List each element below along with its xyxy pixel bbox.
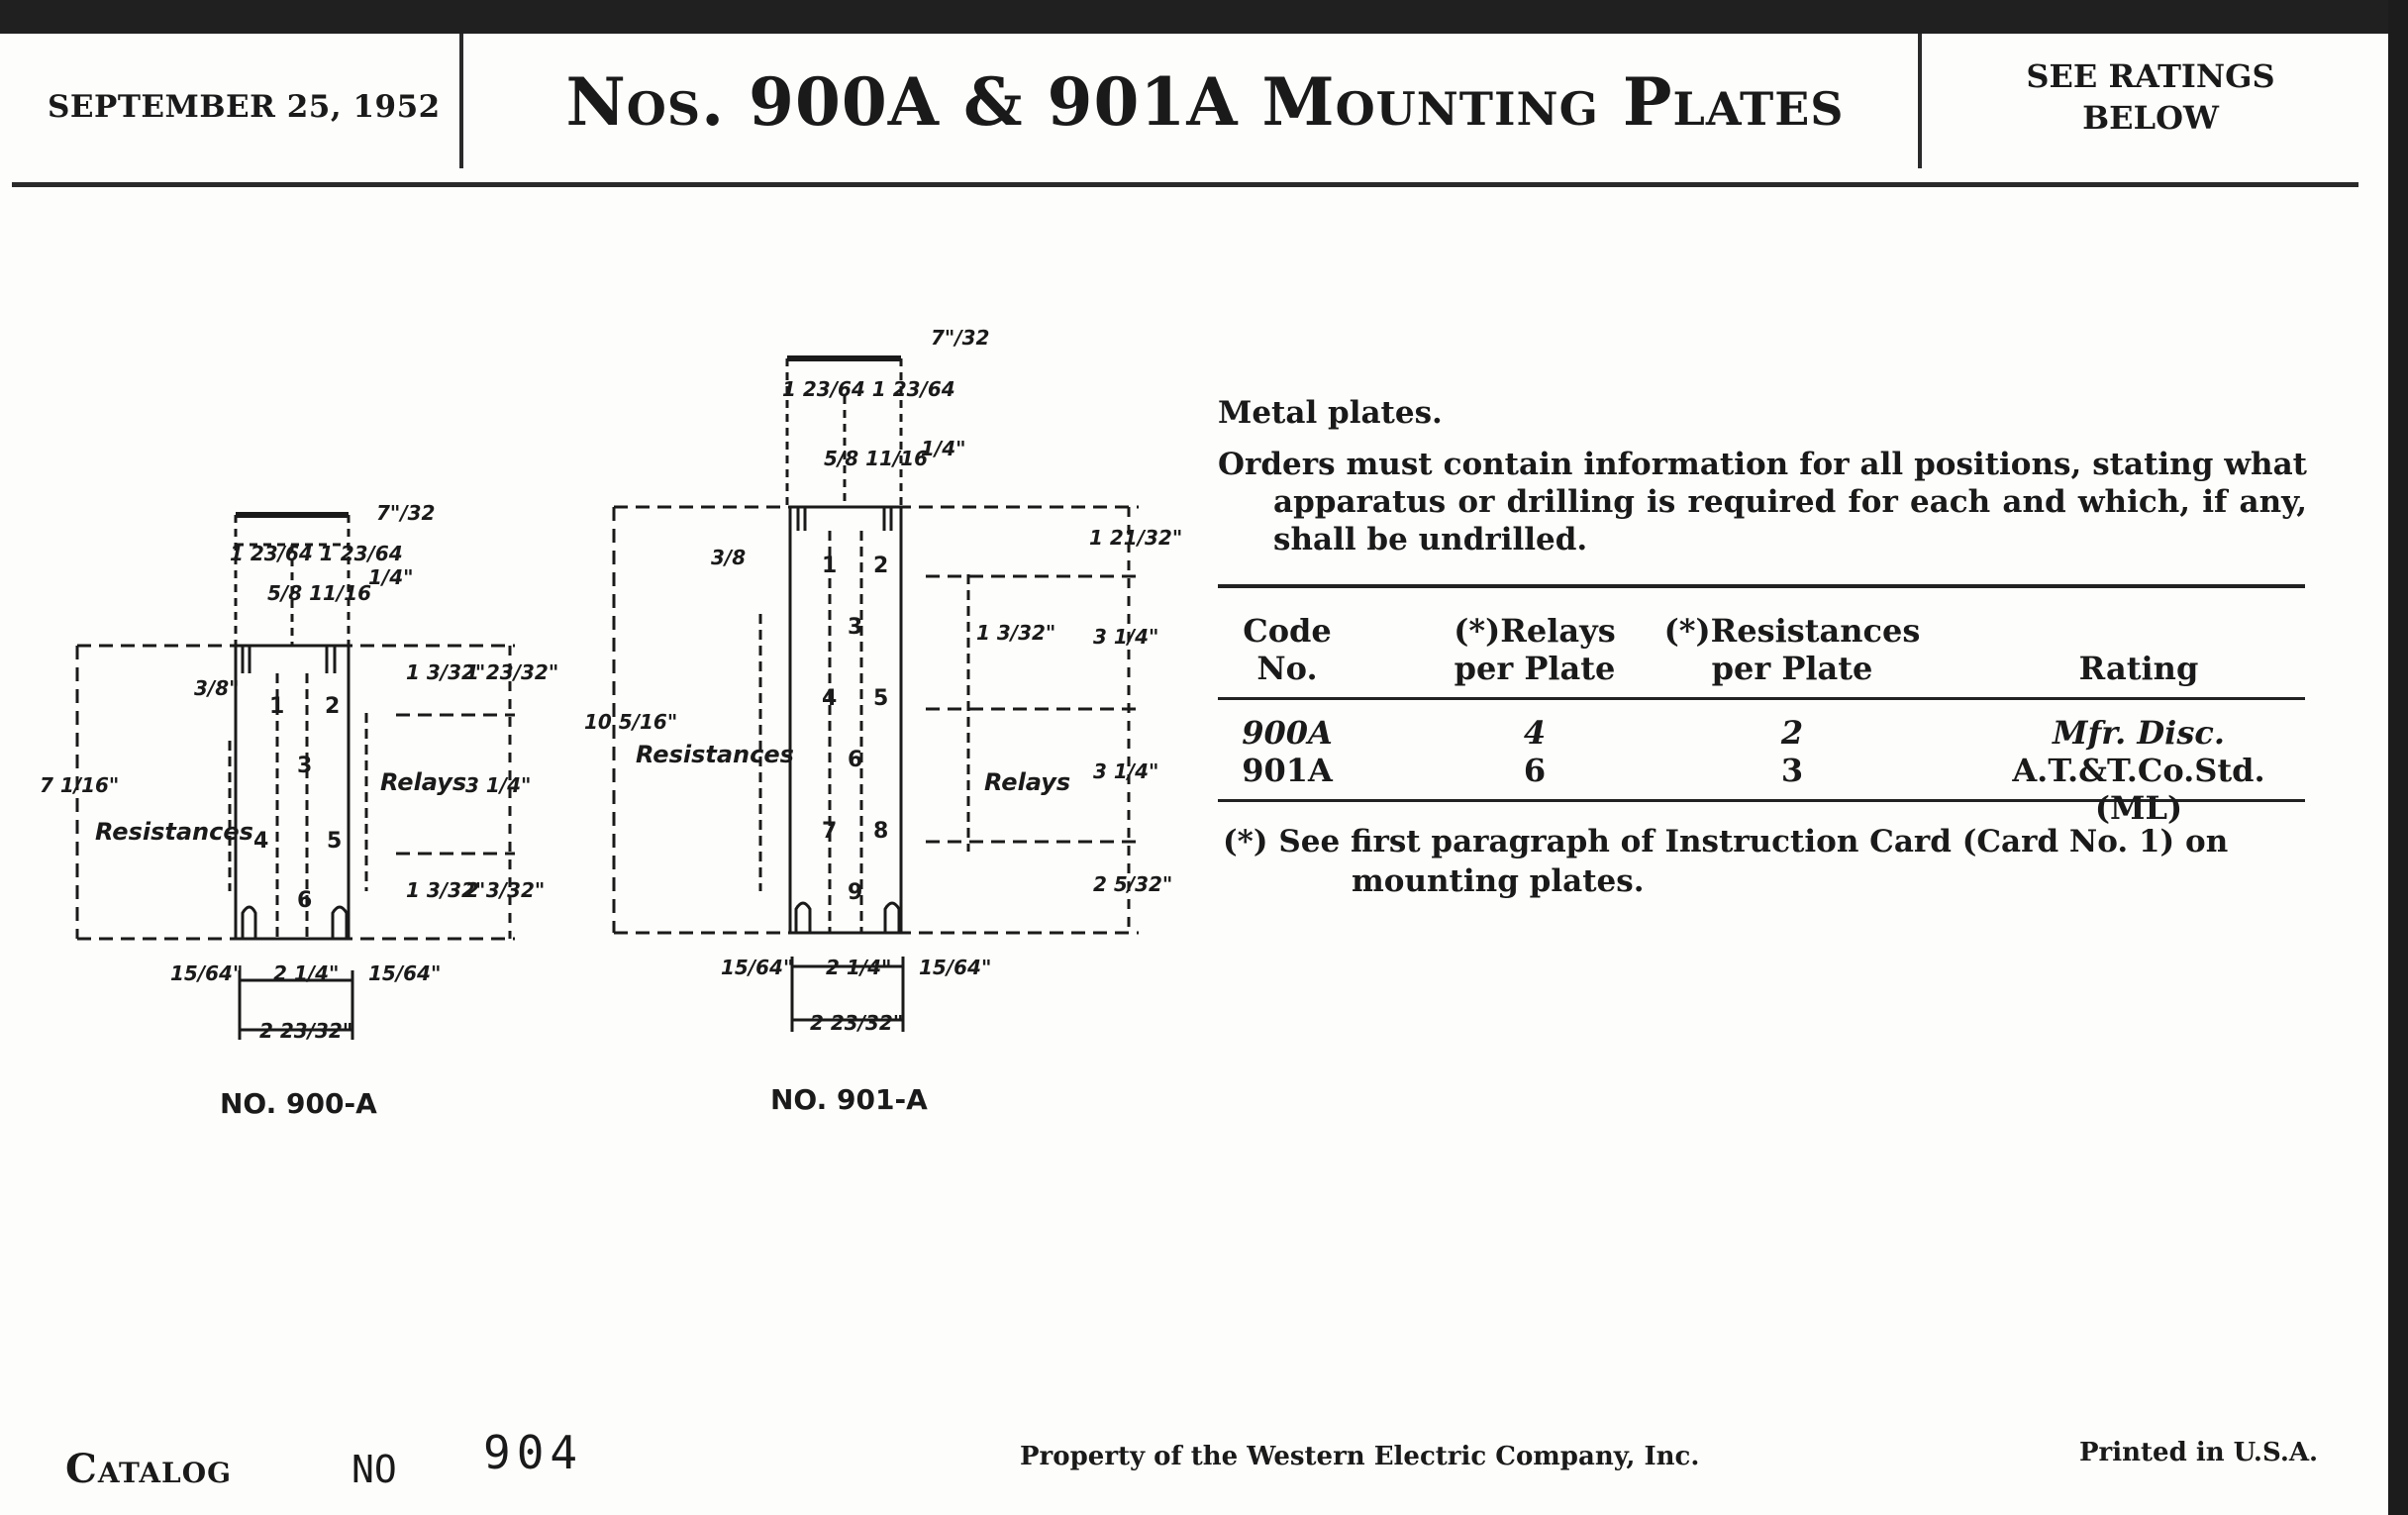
p901-dim-edge-right: 15/64": [919, 956, 992, 979]
col-resistances-line2: per Plate: [1711, 650, 1873, 687]
p900-dim-edge-left: 15/64": [170, 961, 244, 985]
p901-label-relays: Relays: [984, 768, 1071, 796]
p900-dim-bottom-width: 2 23/32": [259, 1019, 353, 1043]
p900-pos-6: 6: [297, 888, 313, 913]
cell-resistances: 2: [1780, 714, 1804, 752]
p900-pos-2: 2: [325, 694, 341, 719]
footer-printed: Printed in U.S.A.: [2079, 1438, 2319, 1467]
p900-dim-notch: 3/8": [194, 676, 240, 700]
p901-dim-slot: 5/8 11/16: [824, 447, 929, 470]
table-body: [1218, 700, 2305, 827]
p901-pos-8: 8: [873, 819, 889, 844]
p900-dim-edge-right: 15/64": [368, 961, 442, 985]
p901-pos-4: 4: [822, 686, 838, 711]
footnote: [1223, 822, 2302, 901]
cell-rating: Mfr. Disc.: [2053, 714, 2225, 752]
cell-rating: A.T.&T.Co.Std. (ML): [2012, 752, 2265, 827]
p901-dim-edge-left: 15/64": [721, 956, 794, 979]
col-resistances-header: [1644, 612, 1941, 687]
table-row: [1218, 714, 2305, 754]
p901-dim-center: 2 1/4": [826, 956, 892, 979]
p900-dim-quarter: 1/4": [368, 565, 414, 589]
p901-dim-width-upper: 1 23/64 1 23/64: [782, 377, 955, 401]
p901-dim-pitch1: 3 1/4": [1093, 625, 1159, 649]
p900-label-resistances: Resistances: [95, 818, 253, 846]
ratings-line-1: SEE RATINGS: [2026, 57, 2275, 95]
p901-dim-notch: 3/8: [711, 546, 747, 569]
footnote-line-2: mounting plates.: [1352, 863, 1645, 899]
cell-relays: 4: [1523, 714, 1547, 752]
p901-dim-pitch2: 3 1/4": [1093, 759, 1159, 783]
ratings-line-2: BELOW: [2082, 99, 2219, 137]
header-divider-left: [459, 34, 463, 168]
p900-pos-1: 1: [269, 694, 285, 719]
caption-901a: NO. 901-A: [770, 1083, 928, 1116]
p901-label-resistances: Resistances: [636, 741, 794, 768]
p901-dim-top-gap: 1 21/32": [1089, 526, 1183, 550]
col-resistances-line1: (*)Resistances: [1663, 612, 1921, 650]
col-relays-header: [1426, 612, 1644, 687]
p900-label-relays: Relays: [380, 768, 467, 796]
p900-dim-relay-gap1: 1 3/32": [406, 660, 486, 684]
p901-pos-6: 6: [848, 748, 863, 772]
p901-dim-overall-height: 10 5/16": [584, 710, 678, 734]
footer-catalog-number: 904: [483, 1426, 584, 1479]
footnote-line-1: (*) See first paragraph of Instruction Card (Card No. 1) on: [1223, 824, 2229, 859]
card-header: [12, 34, 2358, 187]
p901-pos-3: 3: [848, 615, 863, 640]
col-relays-line1: (*)Relays: [1454, 612, 1616, 650]
p901-pos-7: 7: [822, 819, 838, 844]
header-ratings-note: [1943, 55, 2358, 139]
p900-dim-center: 2 1/4": [273, 961, 340, 985]
cell-relays: 6: [1523, 752, 1547, 789]
orders-text: Orders must contain information for all positions, stating what apparatus or drilling is required for each and which, if any, shall be undrilled.: [1218, 447, 2307, 557]
p900-dim-relay-gap2: 1 3/32": [406, 878, 486, 902]
col-relays-line2: per Plate: [1454, 650, 1616, 687]
p900-dim-pitch: 3 1/4": [465, 773, 532, 797]
p900-pos-5: 5: [327, 829, 343, 854]
cell-resistances: 3: [1780, 752, 1804, 789]
col-code-header: [1218, 612, 1356, 687]
p901-pos-2: 2: [873, 554, 889, 578]
table-row: [1218, 752, 2305, 827]
drawing-svg: [0, 297, 1188, 1168]
p900-dim-width-upper: 1 23/64 1 23/64: [230, 542, 403, 565]
p901-pos-5: 5: [873, 686, 889, 711]
p901-dim-relay-gap: 1 3/32": [976, 621, 1056, 645]
cell-code: 901A: [1242, 752, 1333, 789]
p900-pos-3: 3: [297, 754, 313, 778]
p901-pos-1: 1: [822, 554, 838, 578]
mounting-plate-drawings: [0, 297, 1188, 1168]
caption-900a: NO. 900-A: [220, 1087, 377, 1120]
p900-dim-slot: 5/8 11/16: [267, 581, 372, 605]
p901-dim-bottom-gap: 2 5/32": [1093, 872, 1173, 896]
page-title: Nos. 900A & 901A Mounting Plates: [565, 63, 1845, 141]
p900-dim-side-gap: 1 23/32": [465, 660, 559, 684]
header-divider-right: [1918, 34, 1922, 168]
header-date: SEPTEMBER 25, 1952: [48, 89, 441, 125]
p900-dim-bottom-gap: 2 3/32": [465, 878, 546, 902]
ratings-table: [1218, 584, 2305, 827]
footer-catalog-label: Catalog: [65, 1446, 233, 1492]
p900-dim-top-thk: 7"/32: [376, 501, 436, 525]
material-text: Metal plates.: [1218, 395, 1443, 431]
description-block: [1218, 394, 2307, 572]
p901-dim-quarter: 1/4": [921, 437, 966, 460]
scan-top-edge: [0, 0, 2408, 34]
p900-dim-overall-height: 7 1/16": [40, 773, 120, 797]
p900-pos-4: 4: [253, 829, 269, 854]
scan-right-edge: [2388, 0, 2408, 1515]
p901-pos-9: 9: [848, 880, 863, 905]
cell-code: 900A: [1242, 714, 1333, 752]
footer-property: Property of the Western Electric Company, Inc.: [1020, 1442, 1700, 1471]
table-header: [1218, 588, 2305, 697]
footer-no-label: NO: [351, 1448, 397, 1491]
col-rating-header: Rating: [2078, 650, 2199, 687]
p901-dim-bottom-width: 2 23/32": [810, 1011, 904, 1035]
col-code-line2: No.: [1256, 650, 1318, 687]
p901-dim-top-thk: 7"/32: [931, 326, 990, 350]
col-code-line1: Code: [1243, 612, 1332, 650]
